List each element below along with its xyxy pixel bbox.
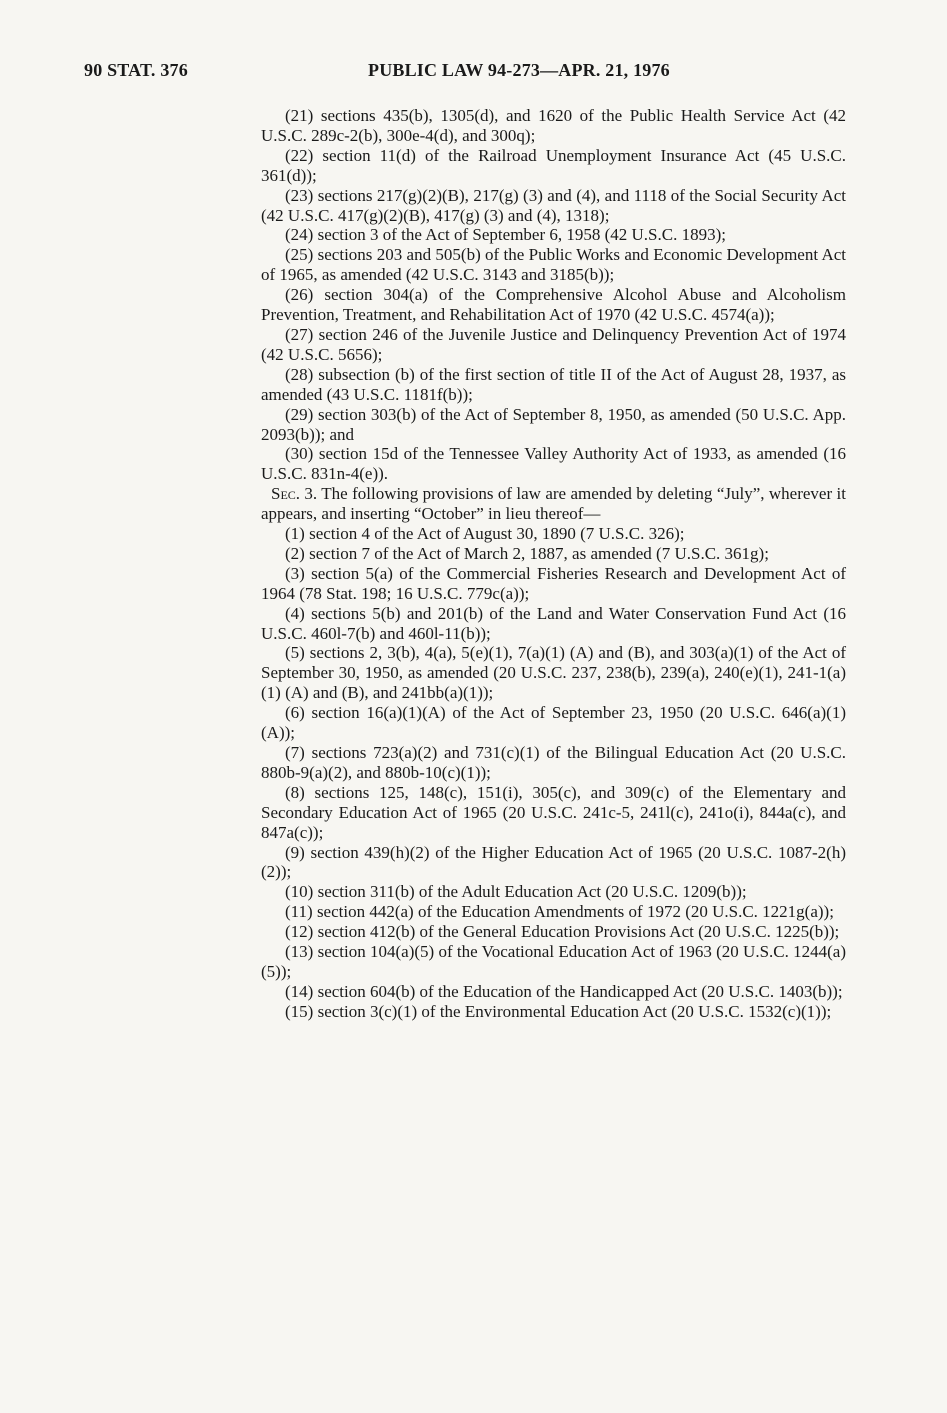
list-item: (7) sections 723(a)(2) and 731(c)(1) of the Bilingual Education Act (20 U.S.C. 880b-9(a)(2), and 880b-10(c)(1)); [261, 743, 846, 782]
list-item: (23) sections 217(g)(2)(B), 217(g) (3) and (4), and 1118 of the Social Security Act (42 U.S.C. 417(g)(2)(B), 417(g) (3) and (4), 1318); [261, 185, 846, 225]
list-item: (24) section 3 of the Act of September 6, 1958 (42 U.S.C. 1893); [285, 225, 726, 245]
list-item: (21) sections 435(b), 1305(d), and 1620 of the Public Health Service Act (42 U.S.C. 289c-2(b), 300e-4(d), and 300q); [261, 106, 846, 145]
section-3-paragraph [261, 484, 846, 524]
list-item: (30) section 15d of the Tennessee Valley Authority Act of 1933, as amended (16 U.S.C. 831n-4(e)). [261, 444, 846, 484]
page-title: PUBLIC LAW 94-273—APR. 21, 1976 [368, 60, 670, 80]
list-item: (14) section 604(b) of the Education of the Handicapped Act (20 U.S.C. 1403(b)); [285, 981, 843, 1001]
list-item: (28) subsection (b) of the first section of title II of the Act of August 28, 1937, as amended (43 U.S.C. 1181f(b)); [261, 364, 846, 404]
list-item: (15) section 3(c)(1) of the Environmental Education Act (20 U.S.C. 1532(c)(1)); [285, 1001, 832, 1021]
list-item: (6) section 16(a)(1)(A) of the Act of September 23, 1950 (20 U.S.C. 646(a)(1)(A)); [261, 703, 846, 743]
list-item: (11) section 442(a) of the Education Amendments of 1972 (20 U.S.C. 1221g(a)); [285, 902, 834, 922]
list-item: (10) section 311(b) of the Adult Education Act (20 U.S.C. 1209(b)); [285, 882, 747, 902]
list-item: (3) section 5(a) of the Commercial Fisheries Research and Development Act of 1964 (78 Stat. 198; 16 U.S.C. 779c(a)); [261, 563, 846, 603]
list-item: (12) section 412(b) of the General Education Provisions Act (20 U.S.C. 1225(b)); [285, 922, 840, 942]
page-header [84, 60, 844, 86]
list-item: (27) section 246 of the Juvenile Justice and Delinquency Prevention Act of 1974 (42 U.S.C. 5656); [261, 324, 846, 364]
list-item: (1) section 4 of the Act of August 30, 1890 (7 U.S.C. 326); [285, 524, 685, 544]
list-item: (22) section 11(d) of the Railroad Unemployment Insurance Act (45 U.S.C. 361(d)); [261, 145, 846, 185]
list-item: (8) sections 125, 148(c), 151(i), 305(c), and 309(c) of the Elementary and Secondary Education Act of 1965 (20 U.S.C. 241c-5, 241l(c), 241o(i), 844a(c), and 847a(c)); [261, 782, 846, 842]
list-item: (4) sections 5(b) and 201(b) of the Land and Water Conservation Fund Act (16 U.S.C. 460l-7(b) and 460l-11(b)); [261, 603, 846, 643]
list-item: (13) section 104(a)(5) of the Vocational Education Act of 1963 (20 U.S.C. 1244(a)(5)); [261, 942, 846, 981]
list-item: (5) sections 2, 3(b), 4(a), 5(e)(1), 7(a)(1) (A) and (B), and 303(a)(1) of the Act of September 30, 1950, as amended (20 U.S.C. 237, 238(b), 239(a), 240(e)(1), 241-1(a)(1) (A) and (B), and 241bb(a)(1)); [261, 643, 846, 703]
list-item: (25) sections 203 and 505(b) of the Public Works and Economic Development Act of 1965, as amended (42 U.S.C. 3143 and 3185(b)); [261, 245, 846, 285]
body-text [261, 106, 846, 1022]
list-item: (2) section 7 of the Act of March 2, 1887, as amended (7 U.S.C. 361g); [285, 543, 769, 563]
list-item: (9) section 439(h)(2) of the Higher Education Act of 1965 (20 U.S.C. 1087-2(h)(2)); [261, 842, 846, 882]
list-item: (29) section 303(b) of the Act of September 8, 1950, as amended (50 U.S.C. App. 2093(b)); and [261, 404, 846, 444]
list-item: (26) section 304(a) of the Comprehensive Alcohol Abuse and Alcoholism Prevention, Treatment, and Rehabilitation Act of 1970 (42 U.S.C. 4574(a)); [261, 285, 846, 325]
stat-reference: 90 STAT. 376 [84, 60, 188, 80]
section-label: Sec. 3. [271, 484, 318, 504]
section-text: The following provisions of law are amended by deleting “July”, wherever it appears, and inserting “October” in lieu thereof— [261, 484, 846, 524]
